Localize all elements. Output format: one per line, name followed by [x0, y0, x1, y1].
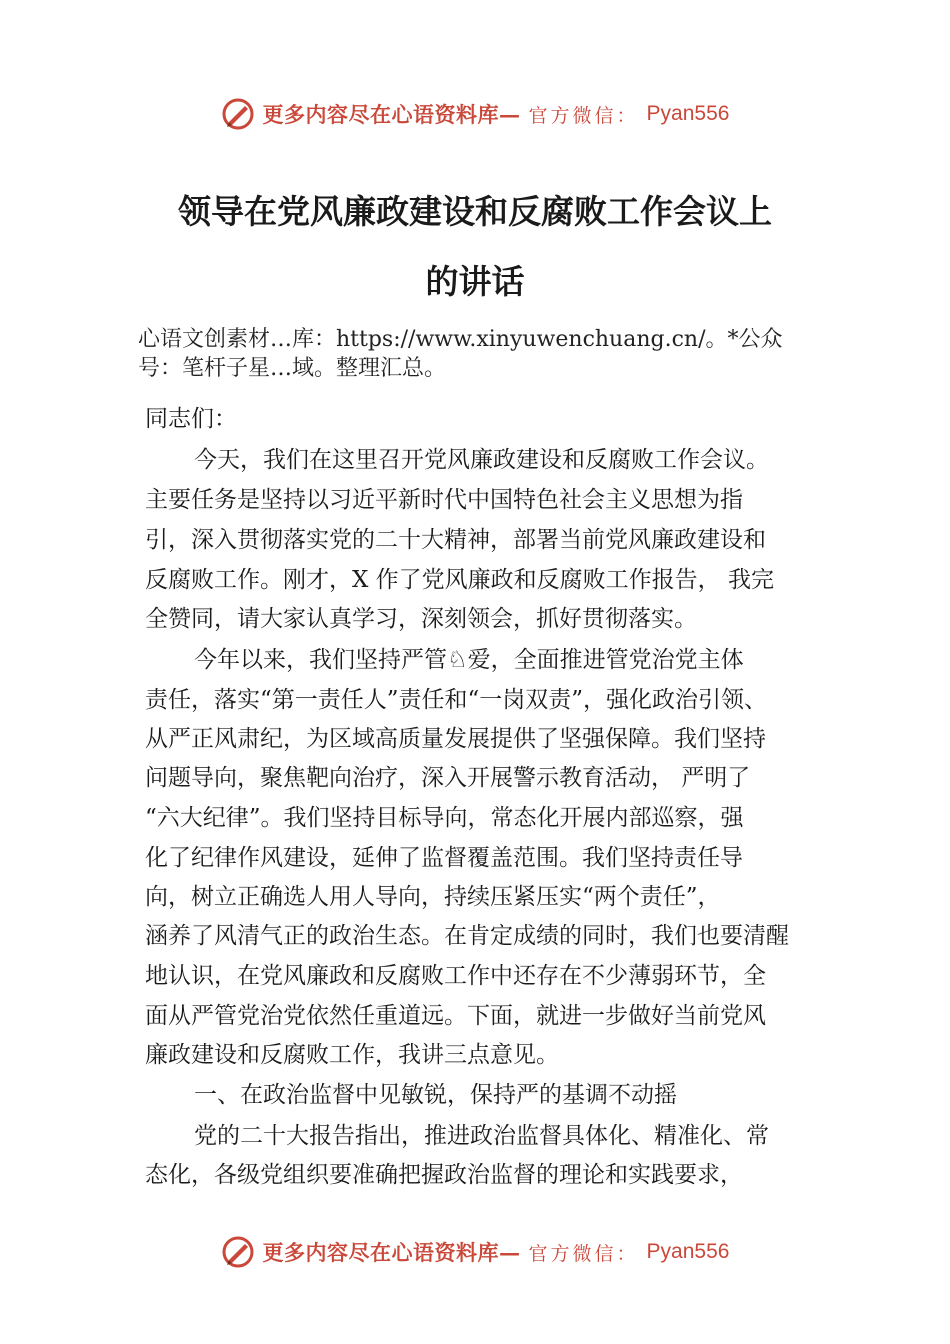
salutation: 同志们：: [145, 406, 237, 432]
body-line: 全赞同，请大家认真学习，深刻领会，抓好贯彻落实。: [145, 606, 697, 632]
document-title-line2: 的讲话: [425, 262, 525, 301]
body-line: 化了纪律作风建设，延伸了监督覆盖范围。我们坚持责任导: [145, 845, 743, 871]
pen-logo-icon: [221, 97, 255, 131]
body-line: 反腐败工作。刚才，X 作了党风廉政和反腐败工作报告， 我完: [145, 567, 774, 593]
footer-banner: [0, 1232, 950, 1272]
banner-text: 更多内容尽在心语资料库—: [262, 1240, 521, 1265]
body-line: 党的二十大报告指出，推进政治监督具体化、精准化、常: [194, 1123, 769, 1149]
body-line: 涵养了风清气正的政治生态。在肯定成绩的同时，我们也要清醒: [145, 923, 789, 949]
body-line: “六大纪律”。我们坚持目标导向，常态化开展内部巡察，强: [145, 805, 744, 831]
body-line: 从严正风肃纪，为区域高质量发展提供了坚强保障。我们坚持: [145, 726, 766, 752]
banner-text: 更多内容尽在心语资料库—: [262, 102, 521, 127]
pen-logo-icon: [221, 1235, 255, 1269]
banner-weixin-label: 官方微信：: [528, 1242, 639, 1265]
body-line: 今年以来，我们坚持严管♘爱，全面推进管党治党主体: [194, 647, 744, 673]
document-title-line1: 领导在党风廉政建设和反腐败工作会议上: [178, 192, 772, 231]
body-line: 责任，落实“第一责任人”责任和“一岗双责”，强化政治引领、: [145, 687, 768, 713]
source-note-line2: 号：笔杆子星…域。整理汇总。: [138, 356, 447, 381]
body-line: 主要任务是坚持以习近平新时代中国特色社会主义思想为指: [145, 487, 743, 513]
body-line: 态化，各级党组织要准确把握政治监督的理论和实践要求，: [145, 1162, 743, 1188]
header-banner: [0, 94, 950, 134]
source-note-line1: 心语文创素材…库：https://www.xinyuwenchuang.cn/。*公众: [138, 327, 783, 352]
section-heading: 一、在政治监督中见敏锐，保持严的基调不动摇: [194, 1082, 677, 1108]
body-line: 廉政建设和反腐败工作，我讲三点意见。: [145, 1042, 559, 1068]
body-line: 今天，我们在这里召开党风廉政建设和反腐败工作会议。: [194, 447, 769, 473]
body-line: 引，深入贯彻落实党的二十大精神，部署当前党风廉政建设和: [145, 527, 766, 553]
banner-wechat-id: Pyan556: [646, 102, 730, 125]
body-line: 面从严管党治党依然任重道远。下面，就进一步做好当前党风: [145, 1003, 766, 1029]
body-line: 向，树立正确选人用人导向，持续压紧压实“两个责任”，: [145, 884, 721, 910]
body-line: 地认识，在党风廉政和反腐败工作中还存在不少薄弱环节，全: [145, 963, 766, 989]
banner-wechat-id: Pyan556: [646, 1240, 730, 1263]
banner-weixin-label: 官方微信：: [528, 104, 639, 127]
body-line: 问题导向，聚焦靶向治疗，深入开展警示教育活动， 严明了: [145, 765, 751, 791]
